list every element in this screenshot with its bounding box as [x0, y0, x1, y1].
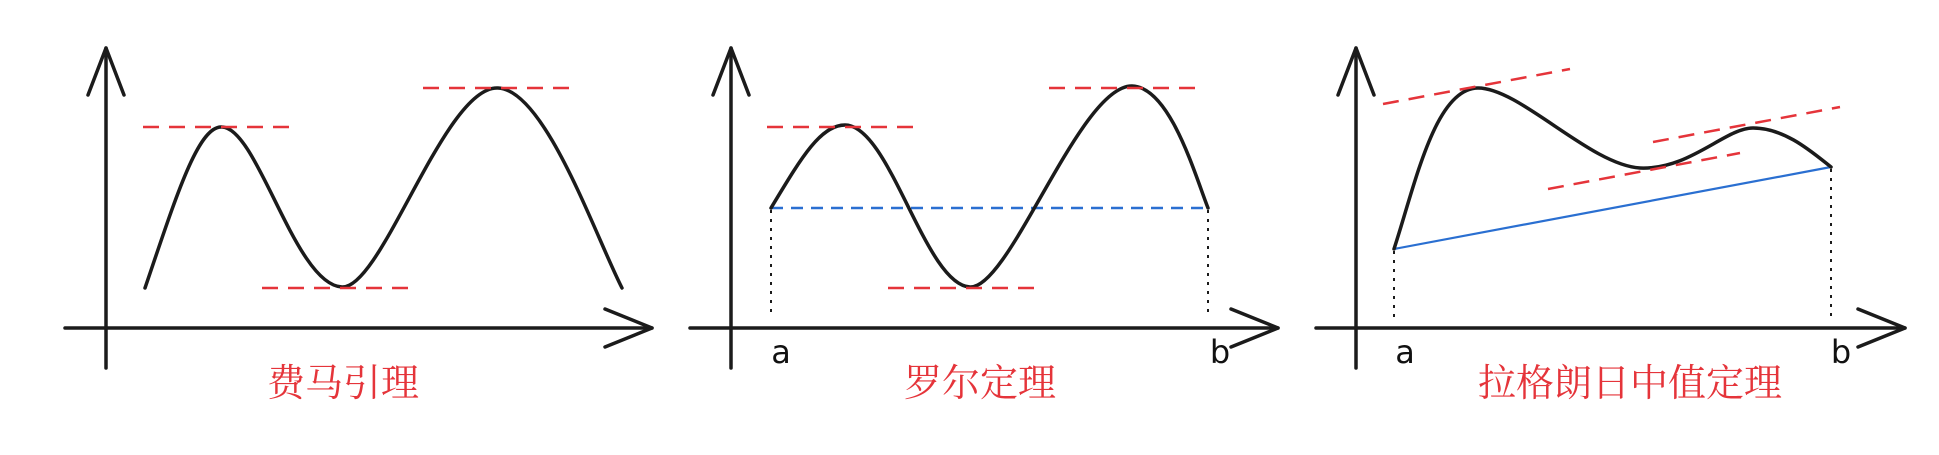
- label-b: b: [1830, 333, 1852, 371]
- secant-line-ab: [1394, 167, 1831, 249]
- panel-rolle: [690, 48, 1278, 405]
- label-a: a: [1395, 333, 1415, 371]
- caption-lagrange: 拉格朗日中值定理: [1477, 361, 1783, 405]
- y-axis: [1338, 48, 1374, 368]
- label-a: a: [771, 333, 791, 371]
- caption-rolle: 罗尔定理: [903, 361, 1057, 405]
- y-axis: [88, 48, 124, 368]
- panel-fermat: [65, 48, 652, 405]
- caption-fermat: 费马引理: [266, 361, 420, 405]
- x-axis: [65, 309, 652, 347]
- y-axis: [713, 48, 749, 368]
- function-curve: [1394, 88, 1831, 249]
- parallel-tangent-2: [1548, 153, 1740, 189]
- function-curve: [771, 86, 1208, 287]
- parallel-tangent-3: [1653, 107, 1840, 142]
- panel-lagrange: [1316, 48, 1905, 405]
- function-curve: [145, 88, 622, 288]
- label-b: b: [1209, 333, 1231, 371]
